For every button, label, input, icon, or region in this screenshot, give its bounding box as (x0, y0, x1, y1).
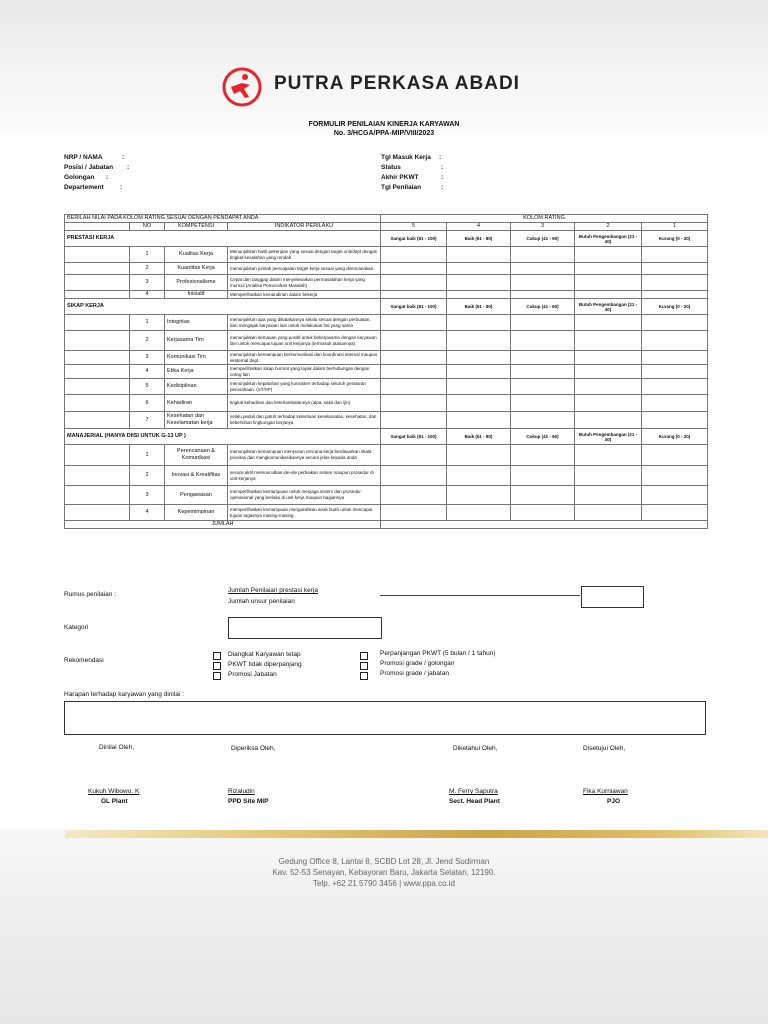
table-row (65, 466, 708, 486)
rating-input-cell[interactable] (511, 275, 575, 291)
rating-input-cell[interactable] (511, 466, 575, 486)
blank-cell (65, 412, 130, 429)
rating-input-cell[interactable] (381, 395, 447, 412)
table-row (65, 263, 708, 275)
blank-cell (65, 331, 130, 351)
rating-input-cell[interactable] (381, 365, 447, 379)
rating-input-cell[interactable] (381, 315, 447, 331)
rating-input-cell[interactable] (575, 445, 642, 466)
rating-label: Cukup (41 - 60) (511, 429, 575, 445)
rumus-numerator: Jumlah Penilaian prestasi kerja (228, 587, 318, 594)
rating-input-cell[interactable] (447, 275, 511, 291)
field-label-akhir-pkwt: Akhir PKWT (381, 174, 419, 181)
rekomendasi-label: Rekomendasi (64, 657, 104, 664)
field-label-departement: Departement (64, 184, 104, 191)
rating-input-cell[interactable] (447, 365, 511, 379)
kompetensi-cell: Pengawasan (165, 486, 228, 505)
rumus-denominator: Jumlah unsur penilaian (228, 598, 295, 605)
table-row (65, 395, 708, 412)
rating-input-cell[interactable] (447, 315, 511, 331)
rating-input-cell[interactable] (575, 331, 642, 351)
option-pkwt-tidak: PKWT tidak diperpanjang (228, 661, 302, 668)
row-number: 2 (130, 263, 165, 275)
field-label-nrp: NRP / NAMA (64, 154, 103, 161)
blank-cell (65, 315, 130, 331)
rating-input-cell[interactable] (511, 315, 575, 331)
rating-input-cell[interactable] (575, 365, 642, 379)
rating-input-cell[interactable] (511, 247, 575, 263)
company-name: PUTRA PERKASA ABADI (274, 73, 520, 94)
row-number: 4 (130, 291, 165, 299)
form-number: No. 3/HCGA/PPA-MIP/VIII/2023 (333, 130, 435, 137)
blank-cell (65, 223, 130, 231)
sig-role-disetujui: Disetujui Oleh, (583, 745, 626, 752)
rating-label: Butuh Pengembangan (21 - 40) (575, 299, 642, 315)
section-title: PRESTASI KERJA (65, 231, 381, 247)
option-perpanjangan: Perpanjangan PKWT (5 bulan / 1 tahun) (380, 650, 496, 657)
table-row (65, 351, 708, 365)
rating-header: KOLOM RATING (381, 215, 708, 223)
rating-input-cell[interactable] (381, 331, 447, 351)
rating-input-cell[interactable] (511, 412, 575, 429)
table-row (65, 291, 708, 299)
field-colon: : (122, 154, 125, 161)
kompetensi-cell: Kehadiran (165, 395, 228, 412)
rating-input-cell[interactable] (447, 505, 511, 521)
checkbox-diangkat[interactable] (213, 652, 221, 660)
field-label-tgl-masuk: Tgl Masuk Kerja (381, 154, 431, 161)
row-number: 4 (130, 365, 165, 379)
rating-input-cell[interactable] (381, 466, 447, 486)
indikator-cell: Cepat dan tanggap dalam menyelesaikan permasalahan kerja yang muncul (Analisa Pemecahan Masalah) (228, 275, 381, 291)
rumus-label: Rumus penilaian : (64, 591, 117, 598)
kompetensi-cell: Komunikasi Tim (165, 351, 228, 365)
rating-input-cell[interactable] (575, 412, 642, 429)
sig-name-diperiksa: Rizaludin (228, 788, 255, 795)
sig-title-dinilai: GL Plant (101, 798, 128, 805)
sig-title-diketahui: Sect. Head Plant (449, 798, 500, 805)
rating-input-cell[interactable] (511, 395, 575, 412)
header-background (0, 0, 768, 135)
rating-input-cell[interactable] (642, 486, 708, 505)
indikator-cell: secara aktif memunculkan ide-ide perbaikan sistem maupun prosedur di unit kerjanya (228, 466, 381, 486)
rating-input-cell[interactable] (575, 263, 642, 275)
kompetensi-cell: Etika Kerja (165, 365, 228, 379)
rating-input-cell[interactable] (642, 505, 708, 521)
col-indikator-header: INDIKATOR PERILAKU (228, 223, 381, 231)
kompetensi-cell: Profesionalisme (165, 275, 228, 291)
table-instruction: BERILAH NILAI PADA KOLOM RATING SESUAI DENGAN PENDAPAT ANDA (65, 215, 381, 223)
rating-input-cell[interactable] (447, 291, 511, 299)
kompetensi-cell: Kerjasama Tim (165, 331, 228, 351)
field-colon: : (441, 164, 444, 171)
indikator-cell: menunjukkan kemauan yang positif untuk bekerjasama dengan karyawan lain untuk mencapai tujuan unit kerjanya (termasuk atasannya) (228, 331, 381, 351)
sig-role-diperiksa: Diperiksa Oleh, (231, 745, 276, 752)
blank-cell (65, 291, 130, 299)
rating-input-cell[interactable] (642, 275, 708, 291)
rating-input-cell[interactable] (447, 379, 511, 395)
rating-input-cell[interactable] (381, 445, 447, 466)
rating-input-cell[interactable] (381, 291, 447, 299)
field-colon: : (106, 174, 109, 181)
indikator-cell: selalu peduli dan patuh terhadap ketentuan keselamatan, kesehatan, dan kebersihan lingkungan kerjanya (228, 412, 381, 429)
row-number: 6 (130, 395, 165, 412)
company-logo-icon (222, 67, 262, 107)
checkbox-promosi-grade-jabatan[interactable] (360, 672, 368, 680)
rating-input-cell[interactable] (447, 263, 511, 275)
rating-input-cell[interactable] (511, 486, 575, 505)
rating-input-cell[interactable] (575, 486, 642, 505)
field-colon: : (120, 184, 123, 191)
sig-name-dinilai: Kukuh Wibowo. K (88, 788, 140, 795)
row-number: 2 (130, 466, 165, 486)
jumlah-value-cell[interactable] (381, 521, 708, 529)
kategori-label: Kategori (64, 624, 89, 631)
sig-title-disetujui: PJO (607, 798, 621, 805)
jumlah-label: JUMLAH (65, 521, 381, 529)
rating-input-cell[interactable] (642, 379, 708, 395)
rating-label: Cukup (41 - 60) (511, 231, 575, 247)
blank-cell (65, 351, 130, 365)
table-row (65, 412, 708, 429)
rating-input-cell[interactable] (642, 263, 708, 275)
rating-input-cell[interactable] (642, 315, 708, 331)
row-number: 1 (130, 315, 165, 331)
field-label-tgl-penilaian: Tgl Penilaian (381, 184, 422, 191)
table-row (65, 365, 708, 379)
rating-table (64, 214, 708, 529)
col-no-header: NO (130, 223, 165, 231)
section-row (65, 231, 708, 247)
rating-input-cell[interactable] (511, 505, 575, 521)
footer-contact: Telp. +62 21 5790 3456 | www.ppa.co.id (313, 879, 455, 888)
row-number: 3 (130, 275, 165, 291)
rating-input-cell[interactable] (511, 331, 575, 351)
row-number: 7 (130, 412, 165, 429)
indikator-cell: menunjukkan apa yang dikatakannya selalu sesuai dengan perbuatan, dan mengajak karyawan lain untuk melakukan hal yang sama (228, 315, 381, 331)
rating-number: 2 (575, 223, 642, 231)
indikator-cell: memperlihatkan kemampuan untuk menjaga sistem dan prosedur operasional yang berlaku di unit kerja maupun bagiannya (228, 486, 381, 505)
table-header-row (65, 223, 708, 231)
kompetensi-cell: Inisiatif (165, 291, 228, 299)
rating-label: Butuh Pengembangan (21 - 40) (575, 231, 642, 247)
field-colon: : (441, 174, 444, 181)
rating-input-cell[interactable] (642, 331, 708, 351)
rating-label: Kurang (0 - 20) (642, 231, 708, 247)
rating-input-cell[interactable] (642, 412, 708, 429)
rating-input-cell[interactable] (447, 395, 511, 412)
section-row (65, 299, 708, 315)
rating-label: Cukup (41 - 60) (511, 299, 575, 315)
rating-input-cell[interactable] (575, 395, 642, 412)
row-number: 2 (130, 331, 165, 351)
blank-cell (65, 395, 130, 412)
blank-cell (65, 247, 130, 263)
rating-label: Baik (61 - 80) (447, 429, 511, 445)
rating-input-cell[interactable] (447, 351, 511, 365)
rating-input-cell[interactable] (575, 275, 642, 291)
blank-cell (65, 365, 130, 379)
rating-label: Sangat baik (81 - 100) (381, 231, 447, 247)
rating-input-cell[interactable] (381, 263, 447, 275)
indikator-cell: Menunjukkan hasil pekerjaan yang sesuai dengan target unit/dept dengan tingkat kesalahan yang rendah (228, 247, 381, 263)
rating-input-cell[interactable] (381, 379, 447, 395)
option-promosi-golongan: Promosi grade / golongan (380, 660, 455, 667)
kompetensi-cell: Kesehatan dan Keselamatan kerja (165, 412, 228, 429)
field-label-golongan: Golongan (64, 174, 95, 181)
table-row (65, 505, 708, 521)
indikator-cell: menunjukkan jumlah pencapaian target kerja sesuai yang direncanakan (228, 263, 381, 275)
table-row (65, 486, 708, 505)
form-title: FORMULIR PENILAIAN KINERJA KARYAWAN (308, 121, 460, 128)
row-number: 4 (130, 505, 165, 521)
option-promosi-grade-jabatan: Promosi grade / jabatan (380, 670, 450, 677)
blank-cell (65, 445, 130, 466)
rating-input-cell[interactable] (447, 445, 511, 466)
indikator-cell: menunjukkan kemampuan menyusun rencana kerja berdasarkan skala prioritas dan mengkomunikasikannya secara jelas kepada anda (228, 445, 381, 466)
rating-input-cell[interactable] (511, 291, 575, 299)
rating-input-cell[interactable] (575, 291, 642, 299)
row-number: 5 (130, 379, 165, 395)
table-row (65, 315, 708, 331)
harapan-label: Harapan terhadap karyawan yang dinilai : (64, 691, 184, 698)
rating-label: Baik (61 - 80) (447, 299, 511, 315)
field-colon: : (439, 154, 442, 161)
rating-input-cell[interactable] (511, 379, 575, 395)
table-row (65, 379, 708, 395)
indikator-cell: memperlihatkan sikap hormat yang layak dalam berhubungan dengan orang lain (228, 365, 381, 379)
rating-input-cell[interactable] (381, 275, 447, 291)
rating-input-cell[interactable] (575, 315, 642, 331)
blank-cell (65, 263, 130, 275)
kompetensi-cell: Kepemimpinan (165, 505, 228, 521)
kompetensi-cell: Kuantitas Kerja (165, 263, 228, 275)
rating-input-cell[interactable] (642, 395, 708, 412)
rating-input-cell[interactable] (381, 505, 447, 521)
sig-name-disetujui: Fika Kurniawan (583, 788, 628, 795)
harapan-input[interactable] (64, 701, 706, 735)
rating-input-cell[interactable] (511, 445, 575, 466)
field-colon: : (127, 164, 130, 171)
blank-cell (65, 275, 130, 291)
rating-input-cell[interactable] (447, 331, 511, 351)
sig-role-dinilai: Dinilai Oleh, (99, 744, 135, 751)
blank-cell (65, 486, 130, 505)
indikator-cell: Memperlihatkan kemandirian dalam bekerja (228, 291, 381, 299)
sig-name-diketahui: M. Ferry Saputra (449, 788, 498, 795)
footer-address-line1: Gedung Office 8, Lantai 8, SCBD Lot 28, Jl. Jend Sudirman (278, 857, 490, 866)
rumus-line (380, 595, 580, 596)
rating-input-cell[interactable] (642, 247, 708, 263)
field-label-posisi: Posisi / Jabatan (64, 164, 114, 171)
rating-input-cell[interactable] (575, 505, 642, 521)
row-number: 3 (130, 486, 165, 505)
indikator-cell: menunjukkan kepatuhan yang konsisten terhadap seluruh peraturan perusahaan. (ST/SP) (228, 379, 381, 395)
rating-input-cell[interactable] (447, 247, 511, 263)
sig-role-diketahui: Diketahui Oleh, (453, 745, 498, 752)
jumlah-row (65, 521, 708, 529)
rating-label: Sangat baik (81 - 100) (381, 299, 447, 315)
rating-input-cell[interactable] (511, 351, 575, 365)
row-number: 3 (130, 351, 165, 365)
rating-label: Kurang (0 - 20) (642, 299, 708, 315)
sig-title-diperiksa: PPD Site MIP (228, 798, 269, 805)
table-row (65, 275, 708, 291)
kompetensi-cell: Integritas (165, 315, 228, 331)
kompetensi-cell: Kualitas Kerja (165, 247, 228, 263)
blank-cell (65, 466, 130, 486)
kompetensi-cell: Perencanaan & Komunikasi (165, 445, 228, 466)
section-title: SIKAP KERJA (65, 299, 381, 315)
rating-label: Butuh Pengembangan (21 - 40) (575, 429, 642, 445)
rating-input-cell[interactable] (642, 445, 708, 466)
kompetensi-cell: Kedisiplinan (165, 379, 228, 395)
option-diangkat: Diangkat Karyawan tetap (228, 651, 301, 658)
rating-input-cell[interactable] (642, 351, 708, 365)
rating-input-cell[interactable] (381, 351, 447, 365)
col-kompetensi-header: KOMPETENSI (165, 223, 228, 231)
table-row (65, 331, 708, 351)
rating-input-cell[interactable] (381, 486, 447, 505)
rating-input-cell[interactable] (575, 379, 642, 395)
row-number: 1 (130, 445, 165, 466)
rating-number: 3 (511, 223, 575, 231)
footer-gold-bar (65, 830, 768, 838)
rating-input-cell[interactable] (381, 247, 447, 263)
rating-label: Kurang (0 - 20) (642, 429, 708, 445)
blank-cell (65, 505, 130, 521)
rating-input-cell[interactable] (511, 263, 575, 275)
field-colon: : (441, 184, 444, 191)
rating-input-cell[interactable] (447, 412, 511, 429)
kategori-input[interactable] (228, 617, 382, 639)
checkbox-promosi-golongan[interactable] (360, 662, 368, 670)
rating-input-cell[interactable] (447, 486, 511, 505)
row-number: 1 (130, 247, 165, 263)
checkbox-promosi-jabatan[interactable] (213, 672, 221, 680)
section-row (65, 429, 708, 445)
checkbox-perpanjangan[interactable] (360, 652, 368, 660)
rating-input-cell[interactable] (575, 466, 642, 486)
rating-input-cell[interactable] (642, 466, 708, 486)
rating-input-cell[interactable] (642, 291, 708, 299)
indikator-cell: memperlihatkan kemampuan mengarahkan anak buah untuk mencapai tujuan tugasnya masing-masing (228, 505, 381, 521)
table-row (65, 445, 708, 466)
rating-input-cell[interactable] (511, 365, 575, 379)
rating-label: Sangat baik (81 - 100) (381, 429, 447, 445)
field-label-status: Status (381, 164, 401, 171)
rating-number: 5 (381, 223, 447, 231)
table-row (65, 247, 708, 263)
indikator-cell: tingkat kehadiran dan keterlambatannya (alpa, sakit dan ijin) (228, 395, 381, 412)
indikator-cell: menunjukkan kemampuan berkomunikasi dan koordinasi internal maupun eksternal dept. (228, 351, 381, 365)
rating-input-cell[interactable] (575, 247, 642, 263)
table-header-row (65, 215, 708, 223)
blank-cell (65, 379, 130, 395)
rating-input-cell[interactable] (447, 466, 511, 486)
footer-address-line2: Kav. 52-53 Senayan, Kebayoran Baru, Jakarta Selatan, 12190. (272, 868, 496, 877)
rating-number: 4 (447, 223, 511, 231)
rating-input-cell[interactable] (575, 351, 642, 365)
kompetensi-cell: Inovasi & Kreatifitas (165, 466, 228, 486)
rating-input-cell[interactable] (381, 412, 447, 429)
rumus-result-box[interactable] (581, 586, 644, 608)
option-promosi-jabatan: Promosi Jabatan (228, 671, 277, 678)
rating-number: 1 (642, 223, 708, 231)
section-title: MANAJERIAL (HANYA DIISI UNTUK G-13 UP ) (65, 429, 381, 445)
rating-input-cell[interactable] (642, 365, 708, 379)
rating-label: Baik (61 - 80) (447, 231, 511, 247)
checkbox-pkwt-tidak[interactable] (213, 662, 221, 670)
